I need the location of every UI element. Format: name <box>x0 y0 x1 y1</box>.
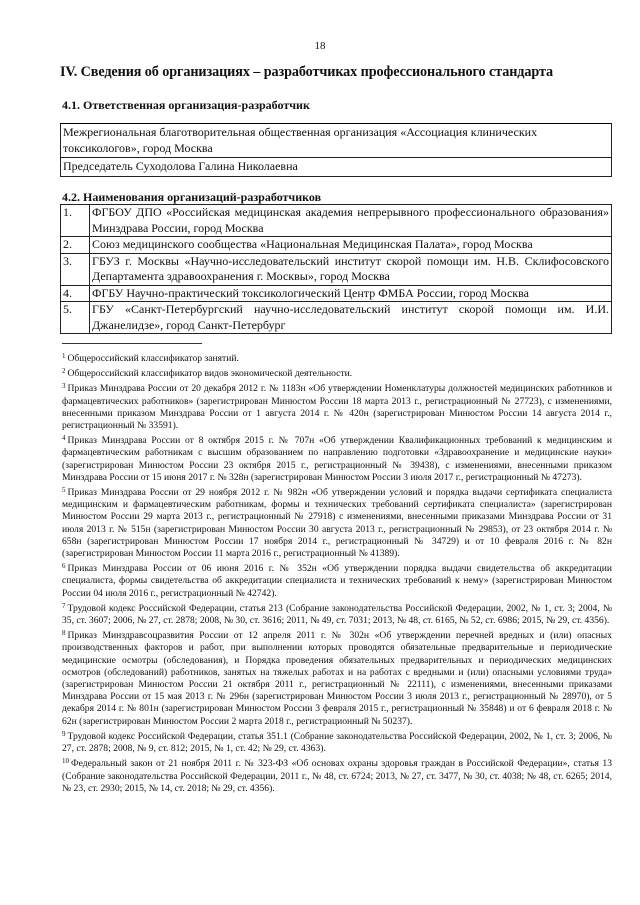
footnote-number: 3 <box>62 382 66 391</box>
table-row <box>61 158 612 177</box>
developer-number: 4. <box>61 285 90 302</box>
footnote <box>62 600 612 627</box>
footnote-number: 6 <box>62 562 66 571</box>
developer-name: ФГБОУ ДПО «Российская медицинская академия непрерывного профессионального образования» Минздрава России, город Москва <box>90 205 612 237</box>
footnote <box>62 627 612 728</box>
developer-number: 1. <box>61 205 90 237</box>
footnote <box>62 350 612 365</box>
developer-number: 5. <box>61 302 90 334</box>
footnote-number: 5 <box>62 486 66 495</box>
footnote <box>62 755 612 795</box>
section-title: IV. Сведения об организациях – разработчиках профессионального стандарта <box>60 64 553 80</box>
footnote-text: Общероссийский классификатор занятий. <box>67 353 239 364</box>
developer-number: 2. <box>61 237 90 254</box>
footnote <box>62 380 612 432</box>
footnote <box>62 560 612 600</box>
footnote-number: 7 <box>62 601 66 610</box>
table-row <box>61 124 612 158</box>
footnote-number: 4 <box>62 434 66 443</box>
footnotes <box>62 350 612 795</box>
footnote <box>62 365 612 380</box>
footnote-text: Общероссийский классификатор видов экономической деятельности. <box>67 368 353 380</box>
footnote-text: Приказ Минздрава России от 06 июня 2016 г. № 352н «Об утверждении порядка выдачи свидетельства об аккредитации специалиста, формы свидетельства об аккредитации специалиста и технических требований к нему» (зарегистрирован Минюстом России 04 июля 2016 г., регистрационный № 42742). <box>62 563 612 599</box>
table-row <box>61 205 612 237</box>
table-row <box>61 237 612 254</box>
footnote <box>62 484 612 560</box>
developer-name: ГБУЗ г. Москвы «Научно-исследовательский институт скорой помощи им. Н.В. Склифосовского Департамента здравоохранения г. Москвы», город Москва <box>90 253 612 285</box>
footnote-number: 10 <box>62 757 69 766</box>
responsible-chairman: Председатель Суходолова Галина Николаевна <box>61 158 612 177</box>
footnote <box>62 728 612 755</box>
footnote-text: Приказ Минздравсоцразвития России от 12 апреля 2011 г. № 302н «Об утверждении перечней вредных и (или) опасных производственных факторов и работ, при выполнении которых проводятся обязательные предварительные и периодические медицинские осмотры (обследования), и Порядка проведения обязательных предварительных и периодических медицинских осмотров (обследований) работников, занятых на тяжелых работах и на работах с вредными и (или) опасными условиями труда» (зарегистрирован Минюстом России 21 октября 2011 г., регистрационный № 22111), с изменениями, внесенными приказами Минздрава России от 15 мая 2013 г. № 296н (зарегистрирован Минюстом России 3 июля 2013 г., регистрационный № 28970), от 5 декабря 2014 г. № 801н (зарегистрирован Минюстом России 3 февраля 2015 г., регистрационный № 35848) и от 6 февраля 2018 г. № 62н (зарегистрирован Минюстом России 2 марта 2018 г., регистрационный № 50237). <box>62 630 612 727</box>
footnote-text: Трудовой кодекс Российской Федерации, статья 351.1 (Собрание законодательства Российской Федерации, 2002, № 1, ст. 3; 2006, № 27, ст. 2878; 2008, № 9, ст. 812; 2015, № 1, ст. 42; № 29, ст. 4363). <box>62 730 612 755</box>
footnote-text: Трудовой кодекс Российской Федерации, статья 213 (Собрание законодательства Российской Федерации, 2002, № 1, ст. 3; 2004, № 35, ст. 3607; 2006, № 27, ст. 2878; 2008, № 30, ст. 3616; 2011, № 49, ст. 7031; 2013, № 48, ст. 6165, № 52, ст. 6986; 2015, № 29, ст. 4356). <box>62 602 612 627</box>
developer-name: Союз медицинского сообщества «Национальная Медицинская Палата», город Москва <box>90 237 612 254</box>
table-row <box>61 302 612 334</box>
responsible-organization-table <box>60 123 612 177</box>
developers-heading: 4.2. Наименования организаций-разработчиков <box>62 190 322 204</box>
responsible-organization-name: Межрегиональная благотворительная общественная организация «Ассоциация клинических токсикологов», город Москва <box>61 124 612 158</box>
developer-name: ФГБУ Научно-практический токсикологический Центр ФМБА России, город Москва <box>90 285 612 302</box>
table-row <box>61 253 612 285</box>
footnote-number: 8 <box>62 629 66 638</box>
footnote-text: Приказ Минздрава России от 8 октября 2015 г. № 707н «Об утверждении Квалификационных требований к медицинским и фармацевтическим работникам с высшим образованием по направлению подготовки «Здравоохранение и медицинские науки» (зарегистрирован Минюстом России 23 октября 2015 г., регистрационный № 39438), с изменениями, внесенными приказом Минздрава России от 15 июня 2017 г. № 328н (зарегистрирован Минюстом России 3 июля 2017 г., регистрационный № 47273). <box>62 435 612 483</box>
footnote-separator <box>62 343 202 344</box>
footnote-text: Приказ Минздрава России от 29 ноября 2012 г. № 982н «Об утверждении условий и порядка выдачи сертификата специалиста медицинским и фармацевтическим работникам, формы и технических требований сертификата специалиста» (зарегистрирован Минюстом России 29 марта 2013 г., регистрационный № 27918) с изменениями, внесенными приказами Минздрава России от 31 июля 2013 г. № 515н (зарегистрирован Минюстом России 30 августа 2013 г., регистрационный № 29853), от 23 октября 2014 г. № 658н (зарегистрирован Минюстом России 17 ноября 2014 г., регистрационный № 34729) и от 10 февраля 2016 г. № 82н (зарегистрирован Минюстом России 11 марта 2016 г., регистрационный № 41389). <box>62 487 612 560</box>
page-number: 18 <box>314 40 326 52</box>
footnote-number: 2 <box>62 367 66 376</box>
developer-name: ГБУ «Санкт-Петербургский научно-исследовательский институт скорой помощи им. И.И. Джанелидзе», город Санкт-Петербург <box>90 302 612 334</box>
footnote-text: Федеральный закон от 21 ноября 2011 г. № 323-ФЗ «Об основах охраны здоровья граждан в Российской Федерации», статья 13 (Собрание законодательства Российской Федерации, 2011 г., № 48, ст. 6724; 2013, № 27, ст. 3477, № 30, ст. 4038; № 48, ст. 6265; 2014, № 23, ст. 2930; 2015, № 14, ст. 2018; № 29, ст. 4356). <box>62 758 612 794</box>
table-row <box>61 285 612 302</box>
footnote <box>62 432 612 484</box>
footnote-number: 9 <box>62 729 66 738</box>
developers-table <box>60 204 612 334</box>
footnote-text: Приказ Минздрава России от 20 декабря 2012 г. № 1183н «Об утверждении Номенклатуры должностей медицинских работников и фармацевтических работников» (зарегистрирован Минюстом России 18 марта 2013 г., регистрационный № 27723), с изменениями, внесенными приказом Минздрава России от 1 августа 2014 г. № 420н (зарегистрирован Минюстом России 14 августа 2014 г., регистрационный № 33591). <box>62 383 612 432</box>
footnote-number: 1 <box>62 352 66 360</box>
developer-number: 3. <box>61 253 90 285</box>
responsible-heading: 4.1. Ответственная организация-разработчик <box>62 98 310 112</box>
